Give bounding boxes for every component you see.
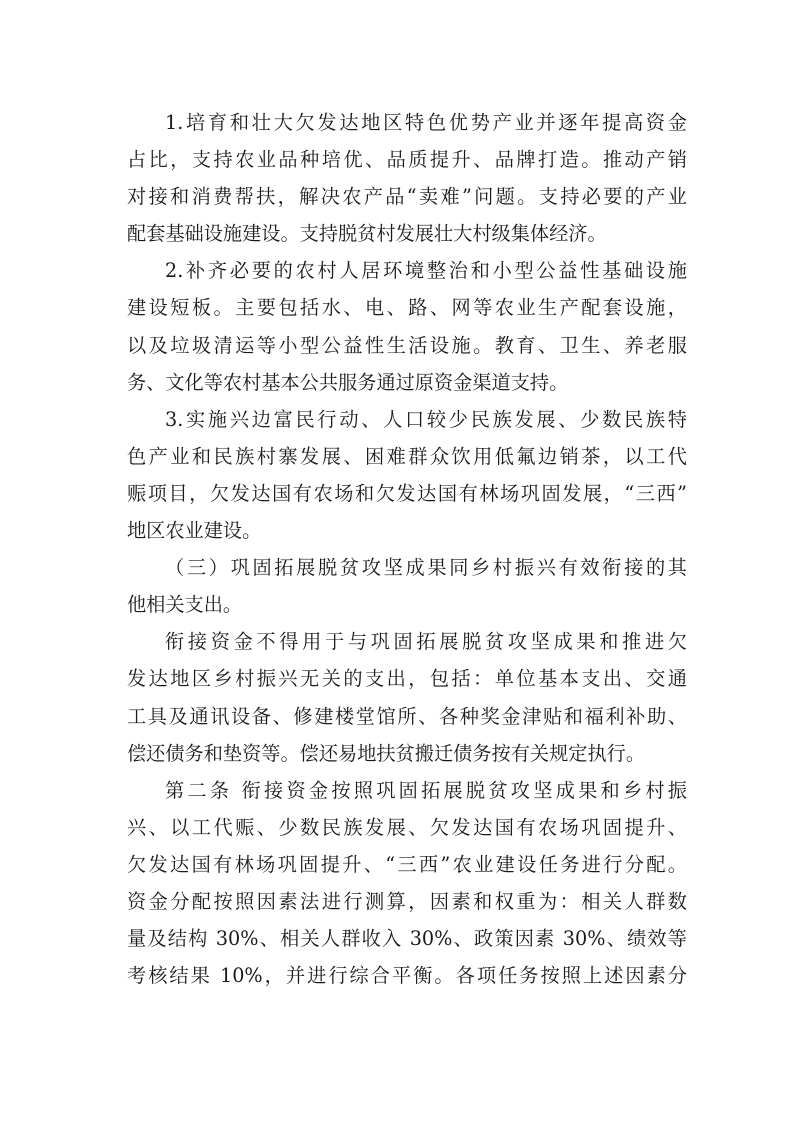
- text-line: 建设短板。主要包括水、电、路、网等农业生产配套设施，: [127, 296, 687, 320]
- text-line: （三）巩固拓展脱贫攻坚成果同乡村振兴有效衔接的其: [165, 556, 687, 580]
- text-line: 发达地区乡村振兴无关的支出，包括：单位基本支出、交通: [127, 667, 687, 691]
- text-line: 赈项目，欠发达国有农场和欠发达国有林场巩固发展，“三西”: [127, 481, 687, 505]
- text-line: 地区农业建设。: [127, 519, 262, 543]
- text-line: 配套基础设施建设。支持脱贫村发展壮大村级集体经济。: [127, 222, 607, 246]
- text-line: 第二条 衔接资金按照巩固拓展脱贫攻坚成果和乡村振: [165, 778, 687, 802]
- text-line: 量及结构 30%、相关人群收入 30%、政策因素 30%、绩效等: [127, 927, 687, 951]
- text-line: 务、文化等农村基本公共服务通过原资金渠道支持。: [127, 370, 569, 394]
- text-line: 1.培育和壮大欠发达地区特色优势产业并逐年提高资金: [165, 111, 687, 134]
- text-line: 对接和消费帮扶，解决农产品“卖难”问题。支持必要的产业: [127, 185, 687, 209]
- text-line: 欠发达国有林场巩固提升、“三西”农业建设任务进行分配。: [127, 852, 687, 876]
- text-line: 偿还债务和垫资等。偿还易地扶贫搬迁债务按有关规定执行。: [127, 741, 646, 765]
- text-line: 衔接资金不得用于与巩固拓展脱贫攻坚成果和推进欠: [165, 630, 687, 654]
- text-line: 兴、以工代赈、少数民族发展、欠发达国有农场巩固提升、: [127, 815, 687, 839]
- text-line: 他相关支出。: [127, 593, 243, 617]
- text-line: 色产业和民族村寨发展、困难群众饮用低氟边销茶，以工代: [127, 444, 687, 468]
- text-line: 占比，支持农业品种培优、品质提升、品牌打造。推动产销: [127, 148, 687, 172]
- text-line: 以及垃圾清运等小型公益性生活设施。教育、卫生、养老服: [127, 333, 687, 357]
- document-body: [127, 104, 687, 994]
- text-line: 3.实施兴边富民行动、人口较少民族发展、少数民族特: [165, 407, 687, 431]
- text-line: 工具及通讯设备、修建楼堂馆所、各种奖金津贴和福利补助、: [127, 704, 687, 728]
- text-line: 考核结果 10%，并进行综合平衡。各项任务按照上述因素分: [127, 964, 687, 988]
- text-line: 2.补齐必要的农村人居环境整治和小型公益性基础设施: [165, 259, 687, 283]
- text-line: 资金分配按照因素法进行测算，因素和权重为：相关人群数: [127, 889, 687, 913]
